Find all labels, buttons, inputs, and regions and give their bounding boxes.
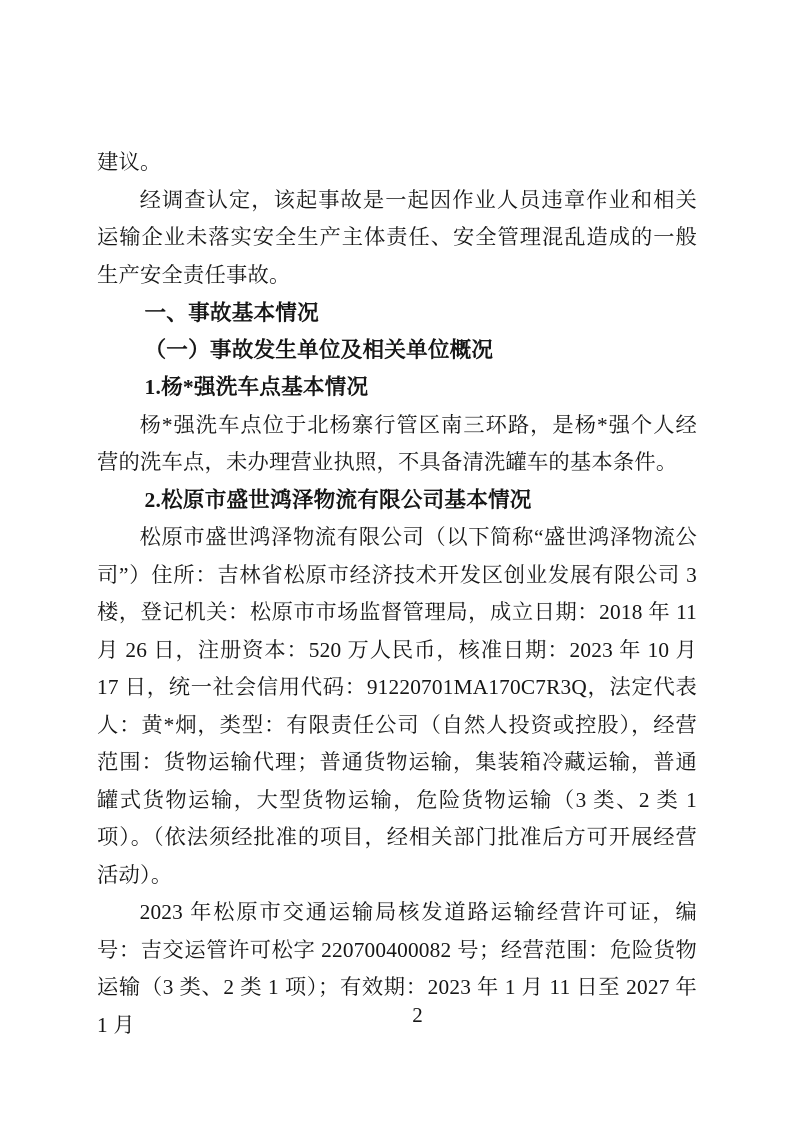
page-number: 2 bbox=[412, 1003, 423, 1027]
item-heading-logistics-company: 2.松原市盛世鸿泽物流有限公司基本情况 bbox=[144, 487, 532, 512]
document-body bbox=[97, 144, 697, 1044]
paragraph-transport-license: 2023 年松原市交通运输局核发道路运输经营许可证，编号：吉交运管许可松字 220700400082 号；经营范围：危险货物运输（3 类、2 类 1 项）；有效期：2023 年 1 月 11 日至 2027 年 1 月 bbox=[97, 900, 697, 1037]
item-heading-carwash: 1.杨*强洗车点基本情况 bbox=[144, 375, 369, 399]
subsection-heading-units-overview: （一）事故发生单位及相关单位概况 bbox=[144, 337, 494, 362]
paragraph-continuation: 建议。 bbox=[97, 150, 162, 174]
paragraph-conclusion: 经调查认定，该起事故是一起因作业人员违章作业和相关运输企业未落实安全生产主体责任、安全管理混乱造成的一般生产安全责任事故。 bbox=[97, 187, 697, 287]
paragraph-company-registration: 松原市盛世鸿泽物流有限公司（以下简称“盛世鸿泽物流公司”）住所：吉林省松原市经济技术开发区创业发展有限公司 3 楼，登记机关：松原市市场监督管理局，成立日期：2018 年 11 月 26 日，注册资本：520 万人民币，核准日期：2023 年 10 月 17 日，统一社会信用代码：91220701MA170C7R3Q，法定代表人：黄*炯，类型：有限责任公司（自然人投资或控股），经营范围：货物运输代理；普通货物运输，集装箱冷藏运输，普通罐式货物运输，大型货物运输，危险货物运输（3 类、2 类 1 项）。（依法须经批准的项目，经相关部门批准后方可开展经营活动）。 bbox=[97, 525, 697, 887]
section-heading-basic-situation: 一、事故基本情况 bbox=[144, 300, 319, 325]
paragraph-carwash-info: 杨*强洗车点位于北杨寨行管区南三环路，是杨*强个人经营的洗车点，未办理营业执照，不具备清洗罐车的基本条件。 bbox=[97, 412, 697, 474]
